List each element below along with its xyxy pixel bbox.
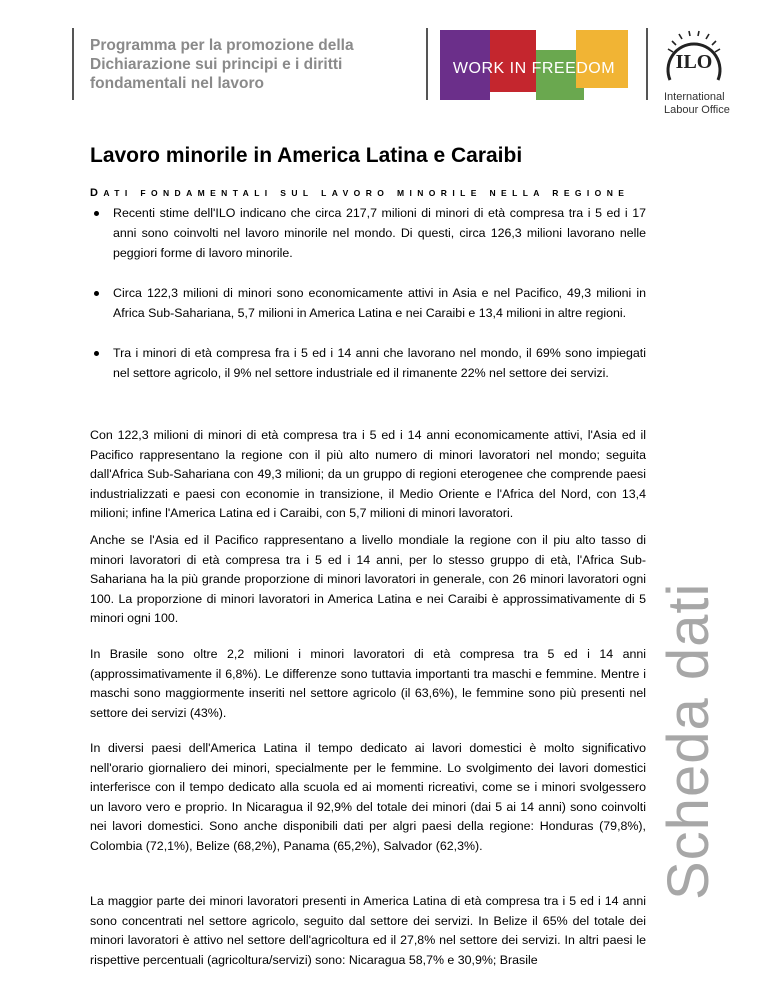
- bullet-icon: [94, 211, 99, 216]
- work-in-freedom-logo: [440, 30, 628, 100]
- ilo-name-line-2: Labour Office: [664, 104, 730, 116]
- program-line-3: fondamentali nel lavoro: [90, 75, 264, 92]
- section-heading-text: ATI FONDAMENTALI SUL LAVORO MINORILE NELLA REGIONE: [103, 188, 630, 198]
- section-heading: [90, 187, 629, 199]
- paragraph-3: In Brasile sono oltre 2,2 milioni i minori lavoratori di età compresa tra 5 ed i 14 anni (approssimativamente il 6,8%). Le differenze sono tuttavia importanti tra maschi e femmine. Mentre i maschi sono maggiormente inseriti nel settore agricolo (il 63,6%), le femmine sono più presenti nel settore dei servizi (43%).: [90, 647, 646, 720]
- ilo-logo-icon: [664, 30, 724, 84]
- ilo-name: [664, 91, 740, 117]
- list-item: [90, 343, 646, 383]
- paragraph-5: La maggior parte dei minori lavoratori presenti in America Latina di età compresa tra i 5 ed i 14 anni sono concentrati nel settore agricolo, seguito dal settore dei servizi. In Belize il 65% del totale dei minori lavoratori è attivo nel settore dell'agricoltura ed il 27,8% nel settore dei servizi. In altri paesi le rispettive percentuali (agricoltura/servizi) sono: Nicaragua 58,7% e 30,9%; Brasile: [90, 894, 646, 967]
- paragraph-2: Anche se l'Asia ed il Pacifico rappresentano a livello mondiale la regione con il piu alto tasso di minori lavoratori di età compresa tra i 5 ed i 14 anni, per lo stesso gruppo di età, l'Africa Sub-Sahariana ha la più grande proporzione di minori lavoratori in generale, con 26 minori lavoratori ogni 100. La proporzione di minori lavoratori in America Latina e nei Caraibi è approssimativamente di 5 minori ogni 100.: [90, 533, 646, 626]
- bullet-icon: [94, 351, 99, 356]
- header-divider-left: [72, 28, 74, 100]
- list-item-text: Tra i minori di età compresa fra i 5 ed i 14 anni che lavorano nel mondo, il 69% sono impiegati nel settore agricolo, il 9% nel settore industriale ed il rimanente 22% nel settore dei servizi.: [113, 346, 646, 380]
- svg-text:ILO: ILO: [675, 51, 713, 73]
- program-line-2: Dichiarazione sui principi e i diritti: [90, 56, 343, 73]
- header-divider-right: [646, 28, 648, 100]
- ilo-name-line-1: International: [664, 91, 725, 103]
- paragraph-4: In diversi paesi dell'America Latina il tempo dedicato ai lavori domestici è molto significativo nell'orario giornaliero dei minori, specialmente per le femmine. Lo svolgimento dei lavori domestici interferisce con il tempo dedicato alla scuola ed ai momenti ricreativi, come se i minori svolgessero un lavoro vero e proprio. In Nicaragua il 92,9% del totale dei minori (dai 5 ai 14 anni) sono coinvolti nei lavori domestici. Sono anche disponibili dati per algri paesi della regione: Honduras (79,8%), Colombia (72,1%), Belize (68,2%), Panama (65,2%), Salvador (62,3%).: [90, 741, 646, 853]
- logo-block-yellow: [576, 30, 628, 88]
- page-title: Lavoro minorile in America Latina e Caraibi: [90, 144, 523, 167]
- bullet-icon: [94, 291, 99, 296]
- program-line-1: Programma per la promozione della: [90, 37, 354, 54]
- key-facts-list: [90, 203, 646, 403]
- section-heading-initial: D: [90, 187, 104, 199]
- list-item-text: Circa 122,3 milioni di minori sono economicamente attivi in Asia e nel Pacifico, 49,3 milioni in Africa Sub-Sahariana, 5,7 milioni in America Latina e nei Caraibi e 13,4 milioni in altre regioni.: [113, 286, 646, 320]
- list-item: [90, 203, 646, 263]
- side-label: Scheda dati: [656, 582, 721, 900]
- header-divider-middle: [426, 28, 428, 100]
- ilo-branding: [664, 30, 740, 117]
- list-item: [90, 283, 646, 323]
- logo-text: WORK IN FREEDOM: [452, 60, 616, 77]
- program-title: [90, 36, 410, 93]
- paragraph-1: Con 122,3 milioni di minori di età compresa tra i 5 ed i 14 anni economicamente attivi, l'Asia ed il Pacifico rappresentano la regione con il più alto numero di minori lavoratori nel mondo; seguita dall'Africa Sub-Sahariana con 49,3 milioni; da un gruppo di regioni eterogenee che comprende paesi industrializzati e paesi con economie in transizione, il Medio Oriente e l'Africa del Nord, con 13,4 milioni; infine l'America Latina ed i Caraibi, con 5,7 milioni di minori lavoratori.: [90, 428, 646, 521]
- list-item-text: Recenti stime dell'ILO indicano che circa 217,7 milioni di minori di età compresa tra i 5 ed i 17 anni sono coinvolti nel lavoro minorile nel mondo. Di questi, circa 126,3 milioni lavorano nelle peggiori forme di lavoro minorile.: [113, 206, 646, 260]
